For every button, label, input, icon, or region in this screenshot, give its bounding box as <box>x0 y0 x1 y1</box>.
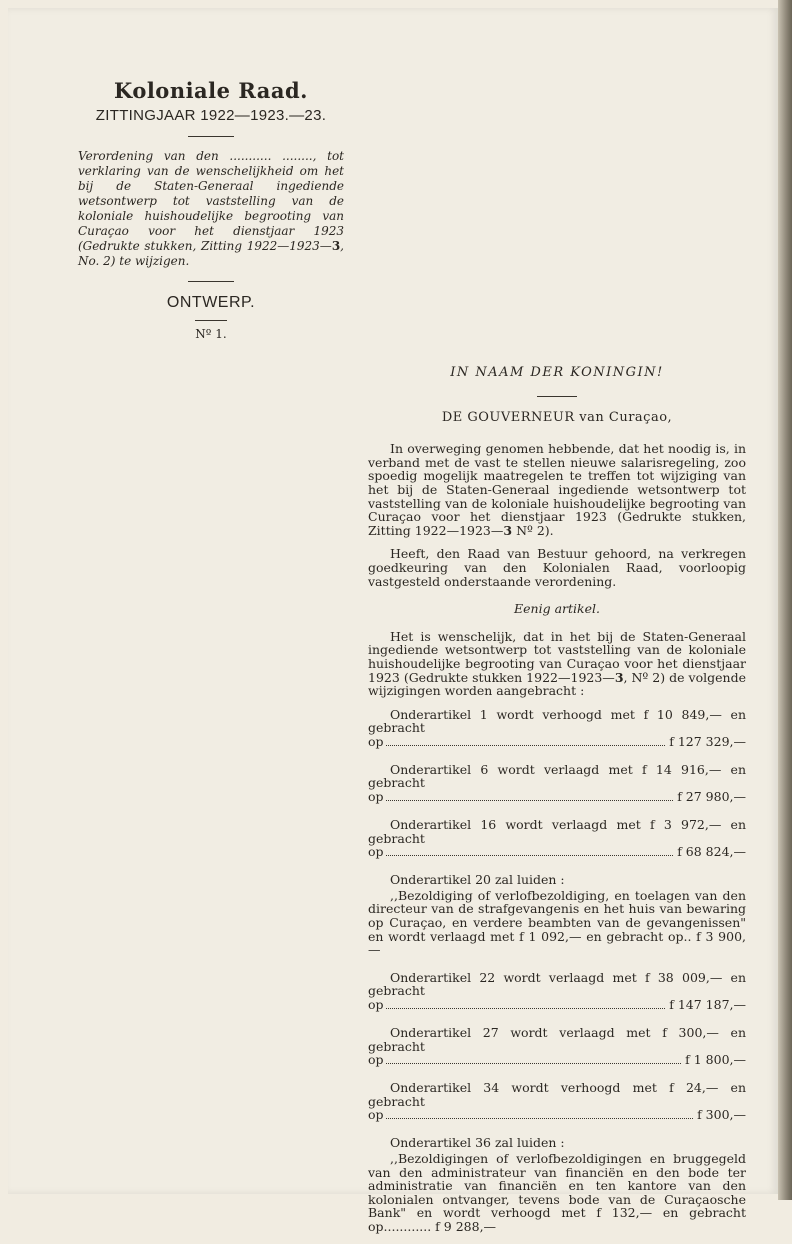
article-text-2: , Nº 2) de volgende wijzigingen worden aangebracht : <box>368 669 746 699</box>
session-year: ZITTINGJAAR 1922—1923.—23. <box>95 107 327 124</box>
article-paragraph <box>368 630 746 698</box>
amendment-amount: f 127 329,— <box>669 733 746 749</box>
amendment-amount: f 147 187,— <box>669 997 746 1012</box>
divider <box>188 136 234 137</box>
leader-dots <box>386 1063 682 1064</box>
leader-dots <box>386 1118 694 1119</box>
divider <box>537 396 577 397</box>
enactment-paragraph: Heeft, den Raad van Bestuur gehoord, na verkregen goedkeuring van den Kolonialen Raad, voorloopig vastgesteld onderstaande verordening. <box>368 546 746 589</box>
document-page <box>8 8 778 1234</box>
divider <box>195 320 227 321</box>
ordinance-description <box>78 149 344 269</box>
article-20-intro: Onderartikel 20 zal luiden : <box>390 872 565 888</box>
description-number: 3 <box>331 239 341 253</box>
article-heading: Eenig artikel. <box>514 601 600 617</box>
right-column <box>368 366 746 1244</box>
article-20-text: ,,Bezoldiging of verlofbezoldiging, en toelagen van den directeur van de strafgevangenis en het huis van bewaring op Curaçao, en verdere beambten van de gevangenissen" en wordt verlaagd met f 1 092,— en gebracht op.. f 3 900,— <box>368 887 746 958</box>
amendment-amount: f 27 980,— <box>677 789 746 805</box>
preamble-paragraph <box>368 442 746 537</box>
preamble-text-2: Nº 2). <box>512 522 554 538</box>
amendment-op: op <box>368 1052 384 1068</box>
amendment-text: Onderartikel 16 wordt verlaagd met f 3 972,— en gebracht <box>368 817 746 846</box>
amendment-item <box>368 708 746 749</box>
amendment-item <box>368 1026 746 1067</box>
amendment-item <box>368 971 746 1012</box>
amendment-amount: f 68 824,— <box>677 844 746 860</box>
amendment-text: Onderartikel 34 wordt verhoogd met f 24,— en gebracht <box>368 1080 746 1109</box>
amendment-item <box>368 818 746 859</box>
leader-dots <box>386 855 674 856</box>
amendment-item <box>368 763 746 804</box>
amendment-text: Onderartikel 27 wordt verlaagd met f 300,— en gebracht <box>368 1025 746 1054</box>
royal-heading: IN NAAM DER KONINGIN! <box>450 365 664 380</box>
left-column <box>76 78 346 341</box>
article-36-intro: Onderartikel 36 zal luiden : <box>390 1135 565 1151</box>
draft-label: ONTWERP. <box>166 294 256 311</box>
council-title: Koloniale Raad. <box>114 78 308 103</box>
amendment-text: Onderartikel 1 wordt verhoogd met f 10 849,— en gebracht <box>368 706 746 736</box>
leader-dots <box>386 1008 666 1009</box>
amendment-text: Onderartikel 22 wordt verlaagd met f 38 009,— en gebracht <box>368 969 746 999</box>
governor-line: DE GOUVERNEUR van Curaçao, <box>441 409 673 425</box>
description-text-2: , No. 2) te wijzigen. <box>78 239 344 268</box>
amendment-op: op <box>368 1107 384 1123</box>
amendment-op: op <box>368 997 384 1012</box>
page-edge <box>778 0 792 1200</box>
leader-dots <box>386 800 674 801</box>
leader-dots <box>386 745 666 746</box>
description-text-1: Verordening van den ........... ........, tot verklaring van de wenschelijkheid om het bij de Staten-Generaal ingediende wetsontwerp tot vaststelling van de koloniale huishoudelijke begrooting van Curaçao voor het dienstjaar 1923 (Gedrukte stukken, Zitting 1922—1923— <box>78 149 344 253</box>
article-36-text: ,,Bezoldigingen of verlofbezoldigingen en bruggegeld van den administrateur van financiën en den bode ter administratie van financiën en ten kantore van den kolonialen ontvanger, tevens bode van de Curaçaosche Bank" en wordt verhoogd met f 132,— en gebracht op............ f 9 288,— <box>368 1150 746 1234</box>
preamble-text-1: In overweging genomen hebbende, dat het noodig is, in verband met de vast te stellen nieuwe salarisregeling, zoo spoedig mogelijk maatregelen te treffen tot wijziging van het bij de Staten-Generaal ingediende wetsontwerp tot vaststelling van de koloniale huishoudelijke begrooting van Curaçao voor het dienstjaar 1923 (Gedrukte stukken, Zitting 1922—1923— <box>368 441 746 538</box>
amendment-op: op <box>368 733 384 749</box>
amendment-op: op <box>368 844 384 860</box>
preamble-number: 3 <box>503 522 513 538</box>
divider <box>188 281 234 282</box>
amendment-amount: f 300,— <box>697 1107 746 1123</box>
amendment-item <box>368 1081 746 1122</box>
article-number: 3 <box>614 669 624 685</box>
amendment-text: Onderartikel 6 wordt verlaagd met f 14 916,— en gebracht <box>368 761 746 791</box>
amendment-amount: f 1 800,— <box>685 1052 746 1068</box>
article-text-1: Het is wenschelijk, dat in het bij de Staten-Generaal ingediende wetsontwerp tot vaststelling van de koloniale huishoudelijke begrooting van Curaçao voor het dienstjaar 1923 (Gedrukte stukken 1922—1923— <box>368 628 746 685</box>
amendment-op: op <box>368 789 384 805</box>
draft-number: Nº 1. <box>195 327 227 341</box>
